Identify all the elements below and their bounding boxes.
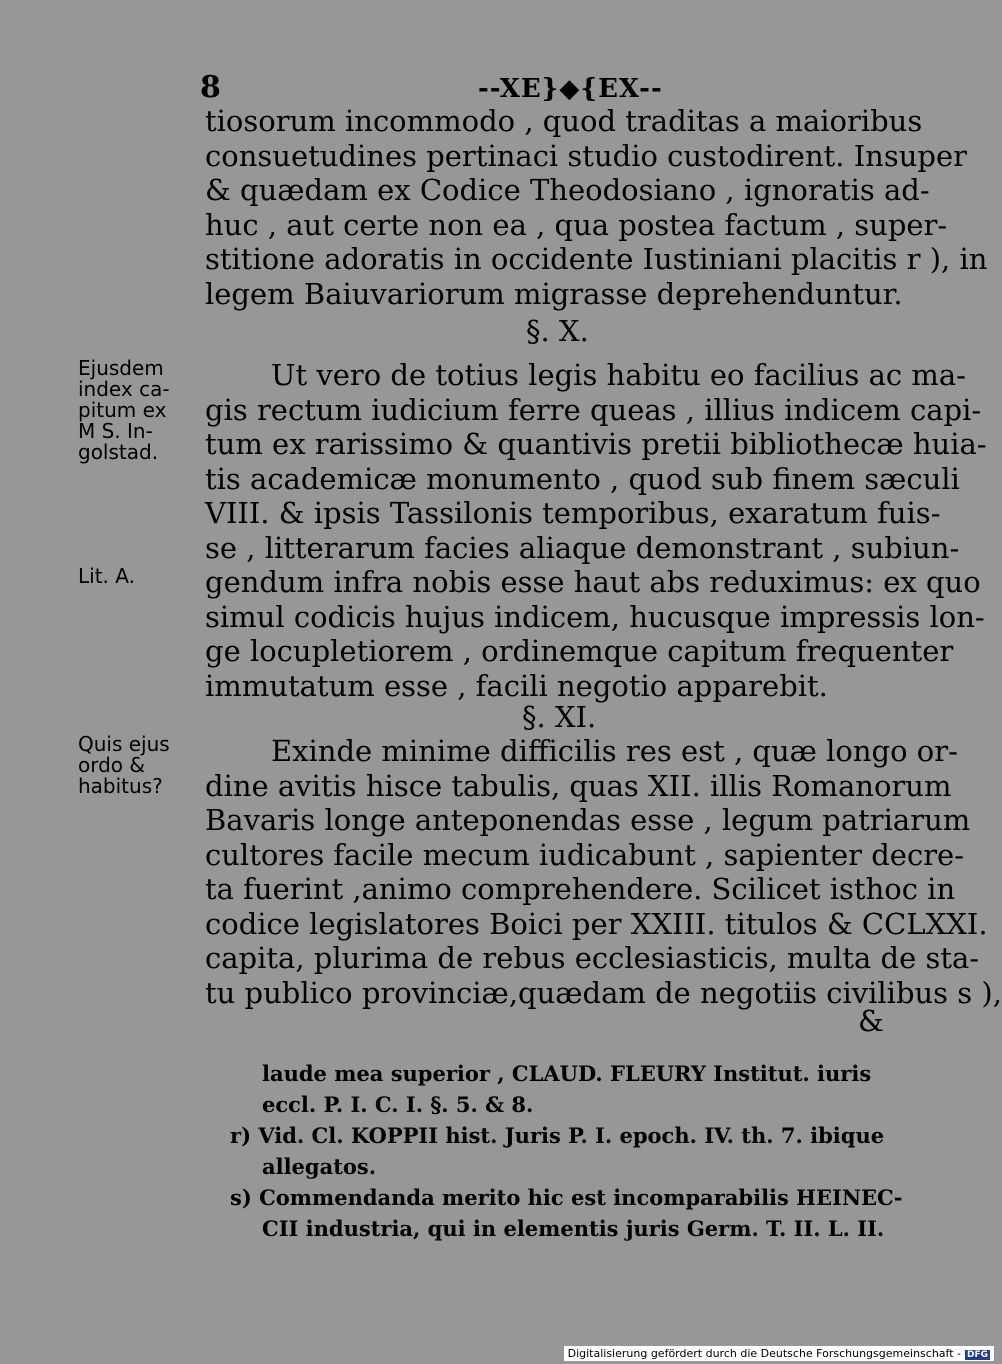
- text-line: ge locupletiorem , ordinemque capitum frequenter: [205, 634, 954, 668]
- footnote-line: r) Vid. Cl. KOPPII hist. Juris P. I. epoch. IV. th. 7. ibique: [230, 1123, 885, 1148]
- section-heading-x: §. X.: [526, 314, 589, 348]
- footnotes: [230, 1058, 920, 1244]
- text-line: huc , aut certe non ea , qua postea factum , super-: [205, 207, 948, 242]
- text-line: dine avitis hisce tabulis, quas XII. illis Romanorum: [205, 768, 952, 803]
- margin-line: M S. In-: [78, 419, 153, 443]
- footnote-line: allegatos.: [262, 1154, 377, 1179]
- text-line: VIII. & ipsis Tassilonis temporibus, exaratum fuis-: [205, 496, 941, 530]
- header-ornament: --XE}◆{EX--: [478, 74, 663, 104]
- margin-line: Quis ejus: [78, 732, 170, 756]
- footnote-line: CII industria, qui in elementis juris Germ. T. II. L. II.: [262, 1216, 885, 1241]
- margin-note-index: [78, 358, 198, 463]
- footnote-line: s) Commendanda merito hic est incomparabilis HEINEC-: [230, 1185, 903, 1210]
- section-heading-xi: §. XI.: [522, 700, 597, 734]
- text-line: Exinde minime difficilis res est , quæ longo or-: [271, 734, 958, 768]
- text-line: tiosorum incommodo , quod traditas a maioribus: [205, 104, 923, 138]
- margin-line: pitum ex: [78, 398, 167, 422]
- paragraph-2: [205, 358, 987, 703]
- dfg-logo: DFG: [966, 1350, 988, 1360]
- text-line: & quædam ex Codice Theodosiano , ignoratis ad-: [205, 173, 930, 207]
- catchword: &: [858, 1004, 884, 1038]
- text-line: legem Baiuvariorum migrasse deprehenduntur.: [205, 276, 903, 311]
- text-line: capita, plurima de rebus ecclesiasticis, multa de sta-: [205, 941, 980, 975]
- paragraph-3: [205, 734, 1002, 1010]
- paragraph-1: [205, 104, 988, 311]
- text-line: codice legislatores Boici per XXIII. titulos & CCLXXI.: [205, 906, 988, 941]
- footnote-line: eccl. P. I. C. I. §. 5. & 8.: [262, 1092, 534, 1117]
- text-line: se , litterarum facies aliaque demonstrant , subiun-: [205, 530, 960, 565]
- text-line: Bavaris longe anteponendas esse , legum patriarum: [205, 803, 971, 837]
- text-line: cultores facile mecum iudicabunt , sapienter decre-: [205, 837, 965, 872]
- margin-line: golstad.: [78, 440, 159, 464]
- margin-line: index ca-: [78, 377, 170, 401]
- footnote-line: laude mea superior , CLAUD. FLEURY Institut. iuris: [262, 1061, 872, 1086]
- margin-note-lit: Lit. A.: [78, 564, 135, 588]
- dfg-credit: [564, 1346, 994, 1361]
- text-line: Ut vero de totius legis habitu eo facilius ac ma-: [271, 358, 966, 392]
- text-line: tis academicæ monumento , quod sub finem sæculi: [205, 461, 960, 496]
- page-number: 8: [200, 70, 221, 105]
- text-line: stitione adoratis in occidente Iustiniani placitis r ), in: [205, 242, 988, 276]
- margin-line: ordo &: [78, 753, 145, 777]
- text-line: simul codicis hujus indicem, hucusque impressis lon-: [205, 599, 985, 634]
- text-line: gendum infra nobis esse haut abs reduximus: ex quo: [205, 565, 981, 599]
- text-line: consuetudines pertinaci studio custodirent. Insuper: [205, 138, 967, 173]
- text-line: ta fuerint ,animo comprehendere. Scilicet isthoc in: [205, 872, 956, 906]
- margin-line: Ejusdem: [78, 356, 164, 380]
- margin-note-ordo: [78, 734, 198, 797]
- text-line: gis rectum iudicium ferre queas , illius indicem capi-: [205, 392, 982, 427]
- margin-line: habitus?: [78, 774, 163, 798]
- text-line: tu publico provinciæ,quædam de negotiis civilibus s ),: [205, 975, 1002, 1010]
- text-line: tum ex rarissimo & quantivis pretii bibliothecæ huia-: [205, 427, 987, 461]
- text-line: immutatum esse , facili negotio apparebit.: [205, 668, 828, 703]
- dfg-credit-text: Digitalisierung gefördert durch die Deutsche Forschungsgemeinschaft -: [567, 1347, 961, 1360]
